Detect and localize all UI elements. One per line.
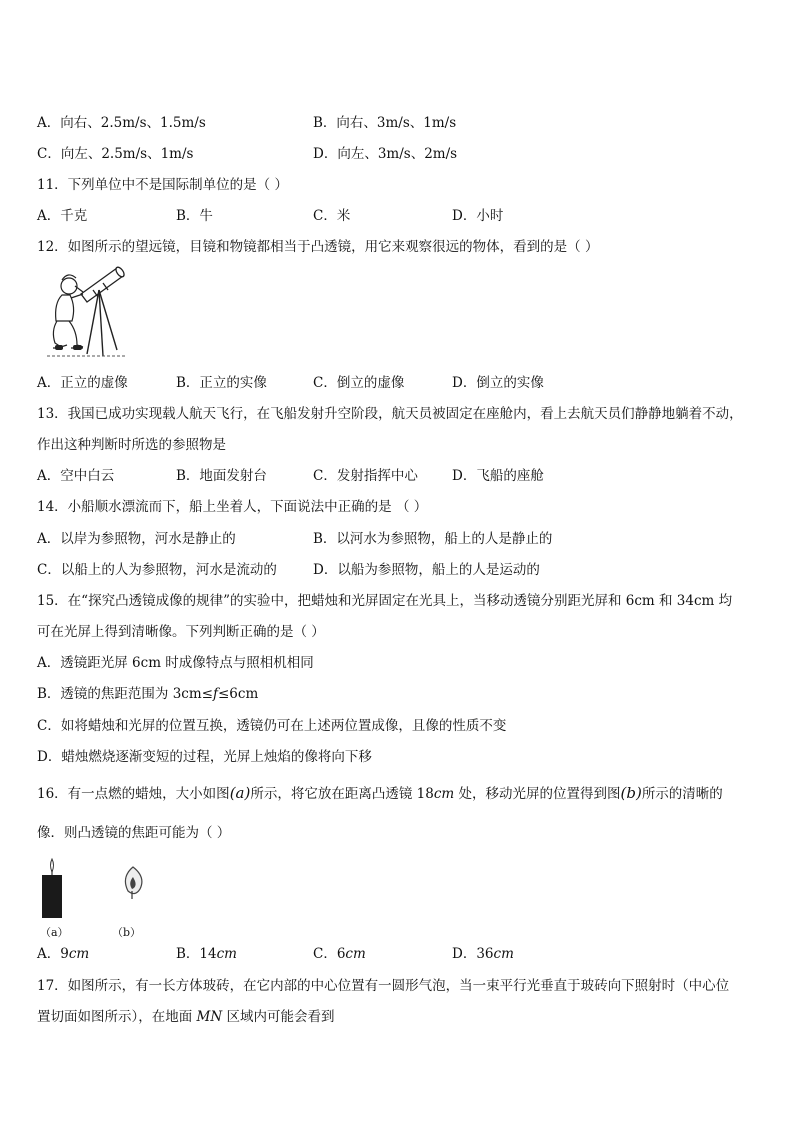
figure-b-label: （b） xyxy=(112,926,142,939)
q15-option-c: C．如将蜡烛和光屏的位置互换，透镜仍可在上述两位置成像，且像的性质不变 xyxy=(37,718,507,734)
q16-option-a xyxy=(37,945,89,963)
q17-stem-line1: 17．如图所示，有一长方体玻砖，在它内部的中心位置有一圆形气泡，当一束平行光垂直于玻砖向下照射时（中心位 xyxy=(37,978,730,994)
q12-stem: 12．如图所示的望远镜，目镜和物镜都相当于凸透镜，用它来观察很远的物体，看到的是（ ） xyxy=(37,239,599,255)
q10-option-b: B．向右、3m/s、1m/s xyxy=(313,115,457,131)
q12-option-a: A．正立的虚像 xyxy=(37,375,128,391)
figure-a-ref: (a) xyxy=(229,784,251,802)
figure-b-ref: (b) xyxy=(620,784,642,802)
q10-option-c: C．向左、2.5m/s、1m/s xyxy=(37,146,194,162)
q16-stem-part2: 所示，将它放在距离凸透镜 18 xyxy=(250,786,434,802)
q16-stem-part3: 处，移动光屏的位置得到图 xyxy=(454,786,621,802)
q16-stem-line2: 像．则凸透镜的焦距可能为（ ） xyxy=(37,825,231,841)
q11-option-a: A．千克 xyxy=(37,208,88,224)
q16-stem-part1: 16．有一点燃的蜡烛，大小如图 xyxy=(37,786,230,802)
q14-stem: 14．小船顺水漂流而下，船上坐着人，下面说法中正确的是 （ ） xyxy=(37,499,428,515)
q14-option-b: B．以河水为参照物，船上的人是静止的 xyxy=(313,531,553,547)
q17-stem-part2: 区域内可能会看到 xyxy=(222,1009,335,1025)
q16-option-b-value: B．14 xyxy=(176,946,217,962)
q16-stem-part4: 所示的清晰的 xyxy=(641,786,723,802)
q16-option-d xyxy=(452,945,514,963)
q17-stem-line2 xyxy=(37,1008,334,1026)
q13-stem-line1: 13．我国已成功实现载人航天飞行，在飞船发射升空阶段，航天员被固定在座舱内，看上去航天员们静静地躺着不动， xyxy=(37,406,743,422)
q15-option-d: D．蜡烛燃烧逐渐变短的过程，光屏上烛焰的像将向下移 xyxy=(37,749,372,765)
q13-option-a: A．空中白云 xyxy=(37,468,115,484)
q16-option-d-value: D．36 xyxy=(452,946,494,962)
q15-option-b-suffix: ≤6cm xyxy=(217,686,259,702)
figure-a-label: （a） xyxy=(40,926,69,939)
q14-option-c: C．以船上的人为参照物，河水是流动的 xyxy=(37,562,277,578)
q15-option-a: A．透镜距光屏 6cm 时成像特点与照相机相同 xyxy=(37,655,314,671)
q16-option-d-unit: cm xyxy=(493,946,514,962)
region-mn-variable: MN xyxy=(196,1009,223,1025)
q15-option-b xyxy=(37,685,258,703)
q15-stem-line1: 15．在“探究凸透镜成像的规律”的实验中，把蜡烛和光屏固定在光具上，当移动透镜分别距光屏和 6cm 和 34cm 均 xyxy=(37,593,733,609)
q11-option-b: B．牛 xyxy=(176,208,213,224)
q14-option-a: A．以岸为参照物，河水是静止的 xyxy=(37,531,236,547)
q17-stem-part1: 置切面如图所示），在地面 xyxy=(37,1009,197,1025)
q11-option-c: C．米 xyxy=(313,208,351,224)
q13-stem-line2: 作出这种判断时所选的参照物是 xyxy=(37,437,226,453)
candle-figure-icon xyxy=(37,855,157,920)
q16-stem-line1 xyxy=(37,784,723,803)
q10-option-a: A．向右、2.5m/s、1.5m/s xyxy=(37,115,206,131)
q16-option-c-unit: cm xyxy=(345,946,366,962)
telescope-observer-icon xyxy=(45,262,130,360)
q11-stem: 11．下列单位中不是国际制单位的是（ ） xyxy=(37,177,288,193)
q14-option-d: D．以船为参照物，船上的人是运动的 xyxy=(313,562,540,578)
focal-length-variable: f xyxy=(212,686,218,702)
q12-option-c: C．倒立的虚像 xyxy=(313,375,405,391)
q16-option-b-unit: cm xyxy=(216,946,237,962)
q16-stem-unit: cm xyxy=(433,786,455,802)
q15-option-b-prefix: B．透镜的焦距范围为 3cm≤ xyxy=(37,686,213,702)
q16-option-a-unit: cm xyxy=(68,946,90,962)
q15-stem-line2: 可在光屏上得到清晰像。下列判断正确的是（ ） xyxy=(37,624,325,640)
q10-option-d: D．向左、3m/s、2m/s xyxy=(313,146,458,162)
q11-option-d: D．小时 xyxy=(452,208,504,224)
q16-option-c-value: C．6 xyxy=(313,946,346,962)
q13-option-b: B．地面发射台 xyxy=(176,468,267,484)
q12-option-b: B．正立的实像 xyxy=(176,375,267,391)
q13-option-d: D．飞船的座舱 xyxy=(452,468,544,484)
q12-option-d: D．倒立的实像 xyxy=(452,375,544,391)
q16-option-a-value: A．9 xyxy=(37,946,69,962)
q13-option-c: C．发射指挥中心 xyxy=(313,468,418,484)
q16-option-b xyxy=(176,945,237,963)
q16-option-c xyxy=(313,945,366,963)
